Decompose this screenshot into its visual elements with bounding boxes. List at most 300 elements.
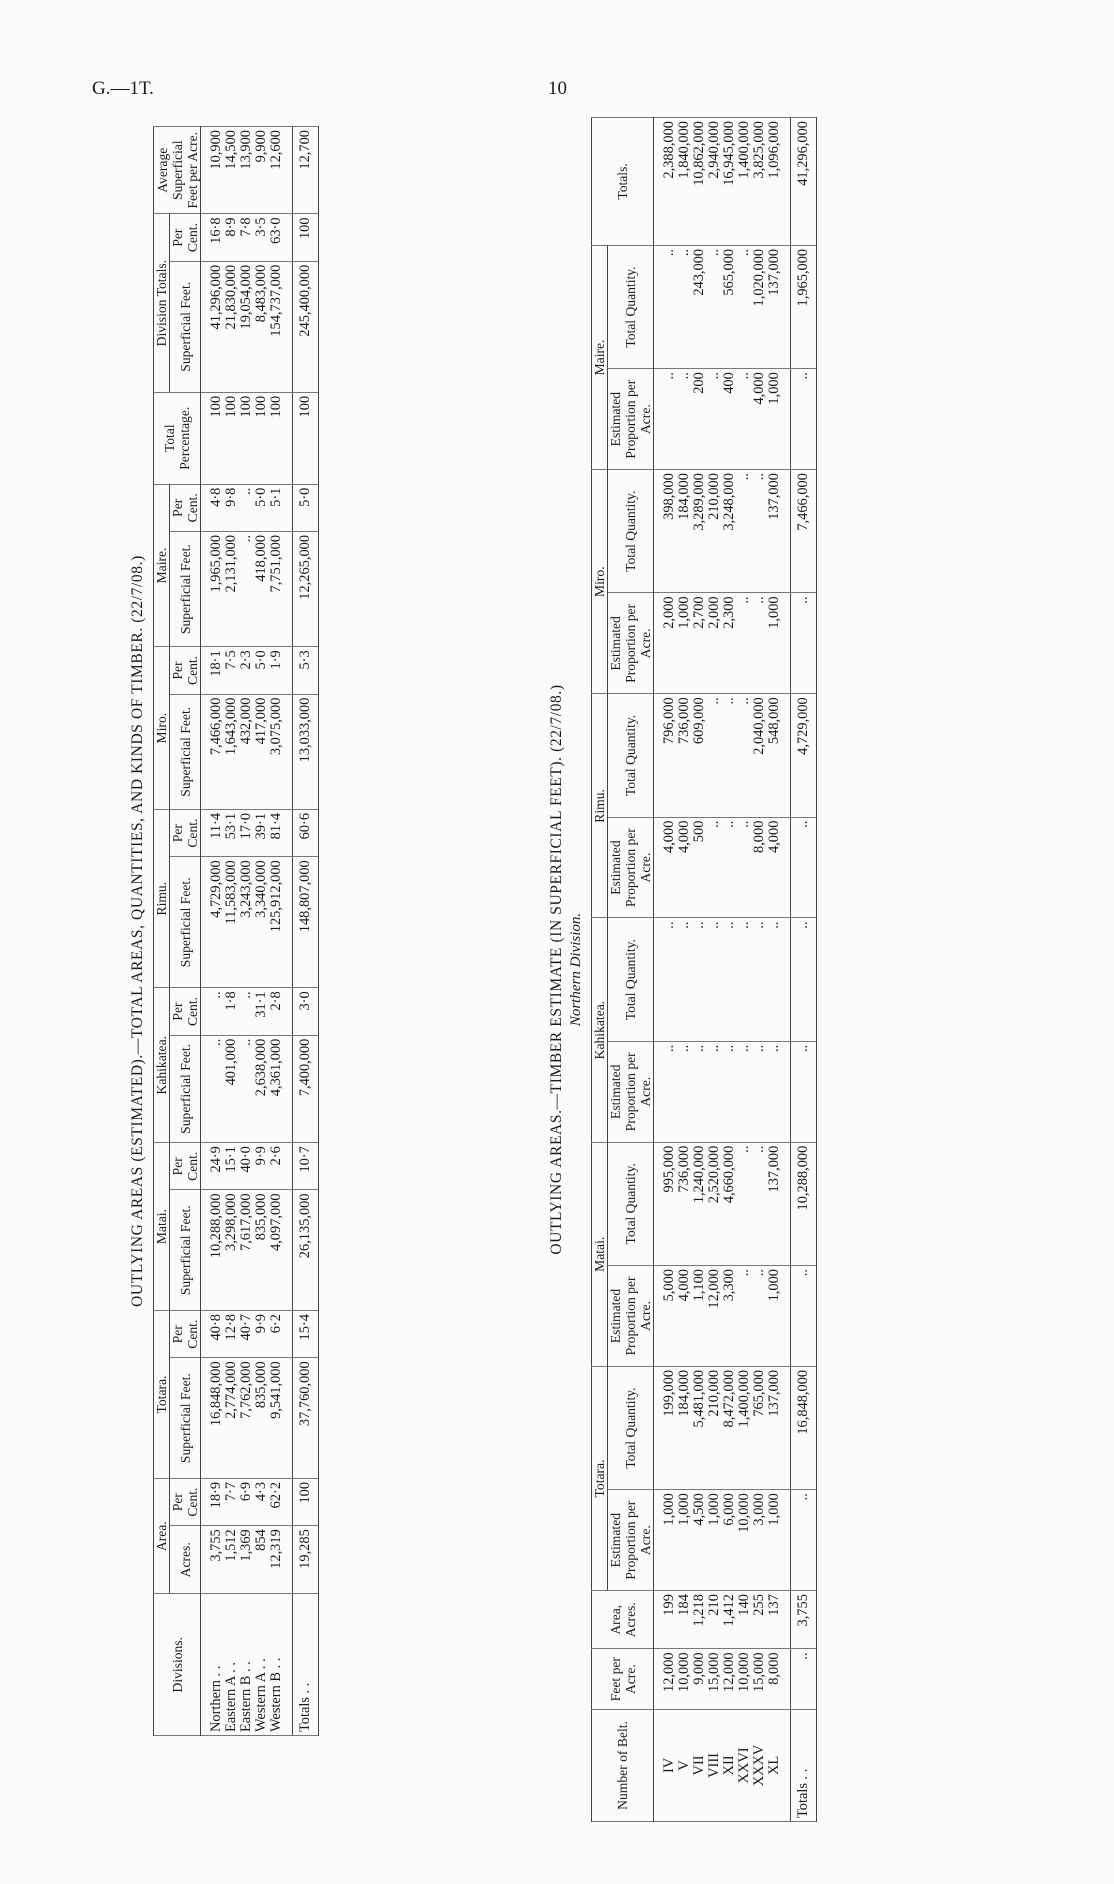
totals-cell: .. <box>791 1266 817 1367</box>
table-cell: 2,638,000 <box>254 1035 269 1143</box>
table1-body <box>201 127 319 1736</box>
table-cell: Eastern A . . <box>224 1594 239 1736</box>
table-cell: 3,825,000 <box>752 118 767 246</box>
table-cell: 8·9 <box>224 214 239 261</box>
table-cell: 9,541,000 <box>269 1358 293 1479</box>
table-cell: 40·7 <box>239 1311 254 1358</box>
totals-cell: 245,400,000 <box>293 261 319 392</box>
table-cell: 796,000 <box>654 694 678 817</box>
table-cell: .. <box>654 1041 678 1142</box>
table-cell: 12,000 <box>654 1649 678 1710</box>
table-cell: 16,945,000 <box>722 118 737 246</box>
table-cell: 15,000 <box>752 1649 767 1710</box>
table2-feet-per-acre-header: Feet per Acre. <box>592 1649 654 1710</box>
table-cell: 1,000 <box>767 1266 791 1367</box>
table-cell: 1,000 <box>677 593 692 694</box>
table-cell: .. <box>737 470 752 593</box>
totals-cell: 12,265,000 <box>293 531 319 646</box>
table-cell: 140 <box>737 1591 752 1649</box>
table-cell: 184,000 <box>677 470 692 593</box>
table2-subcaption: Northern Division. <box>568 912 584 1027</box>
table-cell: .. <box>692 1041 707 1142</box>
totals-cell: 37,760,000 <box>293 1358 319 1479</box>
table-cell: 137,000 <box>767 1142 791 1265</box>
table2-total-qty-subheader: Total Quantity. <box>608 918 654 1041</box>
table1-superficial-subheader: Superficial Feet. <box>170 261 201 392</box>
table-cell: 5,000 <box>654 1266 678 1367</box>
table1-superficial-subheader: Superficial Feet. <box>170 531 201 646</box>
table-cell: 41,296,000 <box>201 261 225 392</box>
table-cell: 2,700 <box>692 593 707 694</box>
table2-area-header: Area, Acres. <box>592 1591 654 1649</box>
table-cell: 6·2 <box>269 1311 293 1358</box>
table-cell: 62·2 <box>269 1478 293 1525</box>
totals-cell: 1,965,000 <box>791 245 817 368</box>
table-cell: 4,500 <box>692 1490 707 1591</box>
table-cell: 3,075,000 <box>269 694 293 809</box>
northern-division-timber-estimate-table <box>548 117 817 1822</box>
table-cell: 4,000 <box>767 817 791 918</box>
belt-row <box>737 118 752 1822</box>
table-cell: 2,520,000 <box>707 1142 722 1265</box>
table-cell: 7,751,000 <box>269 531 293 646</box>
totals-cell: 3,755 <box>791 1591 817 1649</box>
totals-cell: 15·4 <box>293 1311 319 1358</box>
table-cell: .. <box>707 1041 722 1142</box>
totals-cell: Totals . . <box>791 1709 817 1821</box>
table1-percent-subheader: Per Cent. <box>170 988 201 1035</box>
table-cell: 11,583,000 <box>224 857 239 988</box>
table-cell: 10,000 <box>737 1649 752 1710</box>
division-row <box>224 127 239 1736</box>
table-cell: 9·8 <box>224 484 239 531</box>
table-cell: 17·0 <box>239 809 254 856</box>
division-row <box>254 127 269 1736</box>
table-cell: .. <box>707 817 722 918</box>
table-cell: 10,862,000 <box>692 118 707 246</box>
table-cell: 5·1 <box>269 484 293 531</box>
table2-total-qty-subheader: Total Quantity. <box>608 470 654 593</box>
table-cell: .. <box>239 484 254 531</box>
table2-maire-header: Maire. <box>592 245 608 469</box>
totals-cell: 148,807,000 <box>293 857 319 988</box>
table-cell: .. <box>737 694 752 817</box>
table1-percent-subheader: Per Cent. <box>170 1311 201 1358</box>
table-cell: 100 <box>239 392 254 484</box>
table-cell: .. <box>677 369 692 470</box>
table1-superficial-subheader: Superficial Feet. <box>170 1035 201 1143</box>
table-cell: 2,388,000 <box>654 118 678 246</box>
table-cell: 418,000 <box>254 531 269 646</box>
table1-totara-header: Totara. <box>154 1311 170 1479</box>
table-cell: 255 <box>752 1591 767 1649</box>
table-cell: 4,000 <box>677 817 692 918</box>
table-cell: 3,248,000 <box>722 470 737 593</box>
table-cell: 9,000 <box>692 1649 707 1710</box>
table-cell: 63·0 <box>269 214 293 261</box>
table-cell: 2,000 <box>707 593 722 694</box>
table-cell: .. <box>239 531 254 646</box>
table-cell: 1,000 <box>767 1490 791 1591</box>
table-cell: 100 <box>201 392 225 484</box>
table-cell: 15,000 <box>707 1649 722 1710</box>
table-cell: 40·0 <box>239 1143 254 1190</box>
belt-row <box>707 118 722 1822</box>
table-cell: 4,000 <box>752 369 767 470</box>
table1-divisions-header: Divisions. <box>154 1594 201 1736</box>
table-cell: 5·0 <box>254 647 269 694</box>
table-cell: 4·3 <box>254 1478 269 1525</box>
table1-matai-header: Matai. <box>154 1143 170 1311</box>
table2-total-qty-subheader: Total Quantity. <box>608 1142 654 1265</box>
table-cell: 765,000 <box>752 1366 767 1489</box>
table-cell: 8,483,000 <box>254 261 269 392</box>
outlying-areas-totals-table <box>129 126 319 1736</box>
totals-cell: 12,700 <box>293 127 319 214</box>
table-cell: 7·7 <box>224 1478 239 1525</box>
table-cell: 210 <box>707 1591 722 1649</box>
table-cell: Northern . . <box>201 1594 225 1736</box>
totals-row <box>293 127 319 1736</box>
table-cell: 12·8 <box>224 1311 239 1358</box>
table-cell: 1,400,000 <box>737 118 752 246</box>
table-cell: 39·1 <box>254 809 269 856</box>
table-cell: 31·1 <box>254 988 269 1035</box>
table-cell: 10,000 <box>737 1490 752 1591</box>
table-cell: 854 <box>254 1526 269 1594</box>
totals-cell: .. <box>791 918 817 1041</box>
table-cell: 15·1 <box>224 1143 239 1190</box>
totals-cell: .. <box>791 1490 817 1591</box>
table-cell: 154,737,000 <box>269 261 293 392</box>
table2-est-prop-subheader: Estimated Proportion per Acre. <box>608 817 654 918</box>
table-cell: .. <box>752 1041 767 1142</box>
table-cell: 1,000 <box>767 369 791 470</box>
table-cell: 9·9 <box>254 1311 269 1358</box>
table-cell: 3,340,000 <box>254 857 269 988</box>
table-cell: 100 <box>254 392 269 484</box>
table-cell: .. <box>752 1266 767 1367</box>
table-cell: 1,400,000 <box>737 1366 752 1489</box>
table-cell: 53·1 <box>224 809 239 856</box>
totals-cell: 7,400,000 <box>293 1035 319 1143</box>
table-cell: .. <box>752 470 767 593</box>
table-cell: .. <box>737 369 752 470</box>
table-cell: 7,762,000 <box>239 1358 254 1479</box>
table-cell: XL <box>767 1709 791 1821</box>
table-cell: 3,289,000 <box>692 470 707 593</box>
table2-kahikatea-header: Kahikatea. <box>592 918 608 1142</box>
table1-superficial-subheader: Superficial Feet. <box>170 857 201 988</box>
table-cell: 1,840,000 <box>677 118 692 246</box>
table2-matai-header: Matai. <box>592 1142 608 1366</box>
table2-rimu-header: Rimu. <box>592 694 608 918</box>
table-cell: 548,000 <box>767 694 791 817</box>
table-cell: 2,774,000 <box>224 1358 239 1479</box>
table-cell: 210,000 <box>707 1366 722 1489</box>
table-cell: 12,319 <box>269 1526 293 1594</box>
table-cell: 7,466,000 <box>201 694 225 809</box>
table-cell: V <box>677 1709 692 1821</box>
table-cell: .. <box>737 817 752 918</box>
division-row <box>239 127 254 1736</box>
totals-cell: 4,729,000 <box>791 694 817 817</box>
totals-cell: 100 <box>293 214 319 261</box>
totals-cell: 19,285 <box>293 1526 319 1594</box>
table2-caption: OUTLYING AREAS.—TIMBER ESTIMATE (IN SUPERFICIAL FEET). (22/7/08.) <box>548 684 565 1255</box>
table-cell: 184,000 <box>677 1366 692 1489</box>
table1-acres-subheader: Acres. <box>170 1526 201 1594</box>
table2-est-prop-subheader: Estimated Proportion per Acre. <box>608 369 654 470</box>
table-cell: 4,000 <box>677 1266 692 1367</box>
table-cell: 1,412 <box>722 1591 737 1649</box>
table-cell: 1,000 <box>707 1490 722 1591</box>
table-cell: XII <box>722 1709 737 1821</box>
totals-cell: Totals . . <box>293 1594 319 1736</box>
table-cell: 2,940,000 <box>707 118 722 246</box>
table-cell: 18·9 <box>201 1478 225 1525</box>
table-cell: .. <box>654 369 678 470</box>
table-cell: 1,240,000 <box>692 1142 707 1265</box>
table-cell: 8,000 <box>767 1649 791 1710</box>
table-cell: Eastern B . . <box>239 1594 254 1736</box>
table-cell: .. <box>239 988 254 1035</box>
table-cell: 5·0 <box>254 484 269 531</box>
table-cell: 2·6 <box>269 1143 293 1190</box>
division-row <box>269 127 293 1736</box>
table-cell: 3,755 <box>201 1526 225 1594</box>
table-cell: VIII <box>707 1709 722 1821</box>
table2-est-prop-subheader: Estimated Proportion per Acre. <box>608 1266 654 1367</box>
table-cell: .. <box>692 918 707 1041</box>
table1-percent-subheader: Per Cent. <box>170 484 201 531</box>
table1-average-header: Average Superficial Feet per Acre. <box>154 127 201 214</box>
table-cell: 9,900 <box>254 127 269 214</box>
table-cell: 6·9 <box>239 1478 254 1525</box>
table-cell: .. <box>737 245 752 368</box>
table1-percent-subheader: Per Cent. <box>170 647 201 694</box>
table1-percent-subheader: Per Cent. <box>170 1478 201 1525</box>
table-cell: XXVI <box>737 1709 752 1821</box>
table-cell: 199 <box>654 1591 678 1649</box>
table-cell: 3,243,000 <box>239 857 254 988</box>
table-cell: .. <box>707 918 722 1041</box>
table1-division-totals-header: Division Totals. <box>154 214 170 392</box>
table-cell: 200 <box>692 369 707 470</box>
table-cell: 10,288,000 <box>201 1190 225 1311</box>
table-cell: 2·3 <box>239 647 254 694</box>
table-cell: 4,660,000 <box>722 1142 737 1265</box>
table-cell: 100 <box>224 392 239 484</box>
table-cell: 736,000 <box>677 1142 692 1265</box>
totals-cell: 100 <box>293 392 319 484</box>
table-cell: .. <box>737 1142 752 1265</box>
table1-caption: OUTLYING AREAS (ESTIMATED).—TOTAL AREAS, QUANTITIES, AND KINDS OF TIMBER. (22/7/08.) <box>129 555 146 1307</box>
belt-row <box>692 118 707 1822</box>
table-cell: 4,361,000 <box>269 1035 293 1143</box>
totals-cell: .. <box>791 1041 817 1142</box>
table-cell: 2·8 <box>269 988 293 1035</box>
table-cell: .. <box>722 817 737 918</box>
table-cell: 19,054,000 <box>239 261 254 392</box>
table-cell: 14,500 <box>224 127 239 214</box>
table-cell: 12,600 <box>269 127 293 214</box>
table-cell: 995,000 <box>654 1142 678 1265</box>
table-cell: 40·8 <box>201 1311 225 1358</box>
table-cell: 184 <box>677 1591 692 1649</box>
table-cell: 8,472,000 <box>722 1366 737 1489</box>
table-cell: VII <box>692 1709 707 1821</box>
totals-cell: 60·6 <box>293 809 319 856</box>
table-cell: 243,000 <box>692 245 707 368</box>
table-cell: 6,000 <box>722 1490 737 1591</box>
table-cell: 125,912,000 <box>269 857 293 988</box>
table-cell: .. <box>201 1035 225 1143</box>
table-cell: .. <box>752 918 767 1041</box>
table-cell: 3,000 <box>752 1490 767 1591</box>
table1-kahikatea-header: Kahikatea. <box>154 988 170 1143</box>
table-cell: 3,298,000 <box>224 1190 239 1311</box>
table1-area-header: Area. <box>154 1478 170 1593</box>
table-cell: .. <box>737 1041 752 1142</box>
table-cell: 1,000 <box>677 1490 692 1591</box>
table-cell: .. <box>752 593 767 694</box>
table-cell: 1·8 <box>224 988 239 1035</box>
table-cell: 210,000 <box>707 470 722 593</box>
totals-cell: 16,848,000 <box>791 1366 817 1489</box>
table-cell: 1,000 <box>654 1490 678 1591</box>
belt-row <box>752 118 767 1822</box>
table-cell: 500 <box>692 817 707 918</box>
table1-percent-subheader: Per Cent. <box>170 214 201 261</box>
table-cell: 2,000 <box>654 593 678 694</box>
table2-miro-header: Miro. <box>592 470 608 694</box>
table-cell: 432,000 <box>239 694 254 809</box>
totals-cell: 7,466,000 <box>791 470 817 593</box>
table1-rimu-header: Rimu. <box>154 809 170 987</box>
table-cell: 137,000 <box>767 245 791 368</box>
table-cell: 565,000 <box>722 245 737 368</box>
table-cell: 1,020,000 <box>752 245 767 368</box>
table2-est-prop-subheader: Estimated Proportion per Acre. <box>608 1041 654 1142</box>
table-cell: 8,000 <box>752 817 767 918</box>
totals-cell: .. <box>791 369 817 470</box>
table-cell: 7·8 <box>239 214 254 261</box>
page-number: 10 <box>548 78 567 99</box>
table-cell: 21,830,000 <box>224 261 239 392</box>
table-cell: .. <box>767 918 791 1041</box>
page-header-left: G.—1T. <box>92 78 154 99</box>
table1-percent-subheader: Per Cent. <box>170 1143 201 1190</box>
table-cell: 100 <box>269 392 293 484</box>
table-cell: .. <box>722 918 737 1041</box>
table-cell: 1,643,000 <box>224 694 239 809</box>
table-cell: .. <box>737 918 752 1041</box>
table-cell: 1,218 <box>692 1591 707 1649</box>
totals-cell: 5·3 <box>293 647 319 694</box>
table-cell: 4·8 <box>201 484 225 531</box>
totals-cell: 26,135,000 <box>293 1190 319 1311</box>
table-cell: 7·5 <box>224 647 239 694</box>
table-cell: 1,369 <box>239 1526 254 1594</box>
table-cell: .. <box>654 245 678 368</box>
table-cell: 137,000 <box>767 1366 791 1489</box>
table-cell: 16,848,000 <box>201 1358 225 1479</box>
table2-total-qty-subheader: Total Quantity. <box>608 694 654 817</box>
division-row <box>201 127 225 1736</box>
table-cell: 3,300 <box>722 1266 737 1367</box>
table-cell: 4,097,000 <box>269 1190 293 1311</box>
table-cell: Western B . . <box>269 1594 293 1736</box>
table-cell: 2,131,000 <box>224 531 239 646</box>
totals-cell: 41,296,000 <box>791 118 817 246</box>
table-cell: 81·4 <box>269 809 293 856</box>
table-cell: 2,040,000 <box>752 694 767 817</box>
table2-total-qty-subheader: Total Quantity. <box>608 1366 654 1489</box>
table-cell: 12,000 <box>722 1649 737 1710</box>
table-cell: .. <box>707 245 722 368</box>
table-cell: 137 <box>767 1591 791 1649</box>
table-cell: .. <box>707 369 722 470</box>
table-cell: 1,965,000 <box>201 531 225 646</box>
table-cell: 398,000 <box>654 470 678 593</box>
table-cell: .. <box>767 1041 791 1142</box>
table2-total-qty-subheader: Total Quantity. <box>608 245 654 368</box>
table1-superficial-subheader: Superficial Feet. <box>170 1358 201 1479</box>
table2-body <box>654 118 817 1822</box>
table-cell: .. <box>677 245 692 368</box>
table2-totals-header: Totals. <box>592 118 654 246</box>
totals-cell: .. <box>791 1649 817 1710</box>
table-cell: .. <box>201 988 225 1035</box>
table-cell: 199,000 <box>654 1366 678 1489</box>
table-cell: 609,000 <box>692 694 707 817</box>
table-cell: 4,000 <box>654 817 678 918</box>
table-cell: .. <box>239 1035 254 1143</box>
table1-miro-header: Miro. <box>154 647 170 810</box>
table-cell: 9·9 <box>254 1143 269 1190</box>
table-cell: .. <box>722 1041 737 1142</box>
table-cell: 18·1 <box>201 647 225 694</box>
table-cell: 11·4 <box>201 809 225 856</box>
table-cell: .. <box>752 1142 767 1265</box>
table2-belt-header: Number of Belt. <box>592 1709 654 1821</box>
table-cell: 401,000 <box>224 1035 239 1143</box>
table-cell: 835,000 <box>254 1190 269 1311</box>
table2-totara-header: Totara. <box>592 1366 608 1590</box>
table-cell: .. <box>722 694 737 817</box>
table-cell: 12,000 <box>707 1266 722 1367</box>
table-cell: 1,000 <box>767 593 791 694</box>
totals-cell: 3·0 <box>293 988 319 1035</box>
table-cell: 13,900 <box>239 127 254 214</box>
table-cell: 137,000 <box>767 470 791 593</box>
totals-cell: 100 <box>293 1478 319 1525</box>
totals-cell: 5·0 <box>293 484 319 531</box>
table-cell: .. <box>677 1041 692 1142</box>
table-cell: 2,300 <box>722 593 737 694</box>
table-cell: 1,512 <box>224 1526 239 1594</box>
table-cell: IV <box>654 1709 678 1821</box>
table-cell: 1,096,000 <box>767 118 791 246</box>
table-cell: 1,100 <box>692 1266 707 1367</box>
belt-row <box>722 118 737 1822</box>
table-cell: .. <box>654 918 678 1041</box>
table-cell: 7,617,000 <box>239 1190 254 1311</box>
table-cell: 835,000 <box>254 1358 269 1479</box>
table-cell: .. <box>707 694 722 817</box>
belt-row <box>677 118 692 1822</box>
